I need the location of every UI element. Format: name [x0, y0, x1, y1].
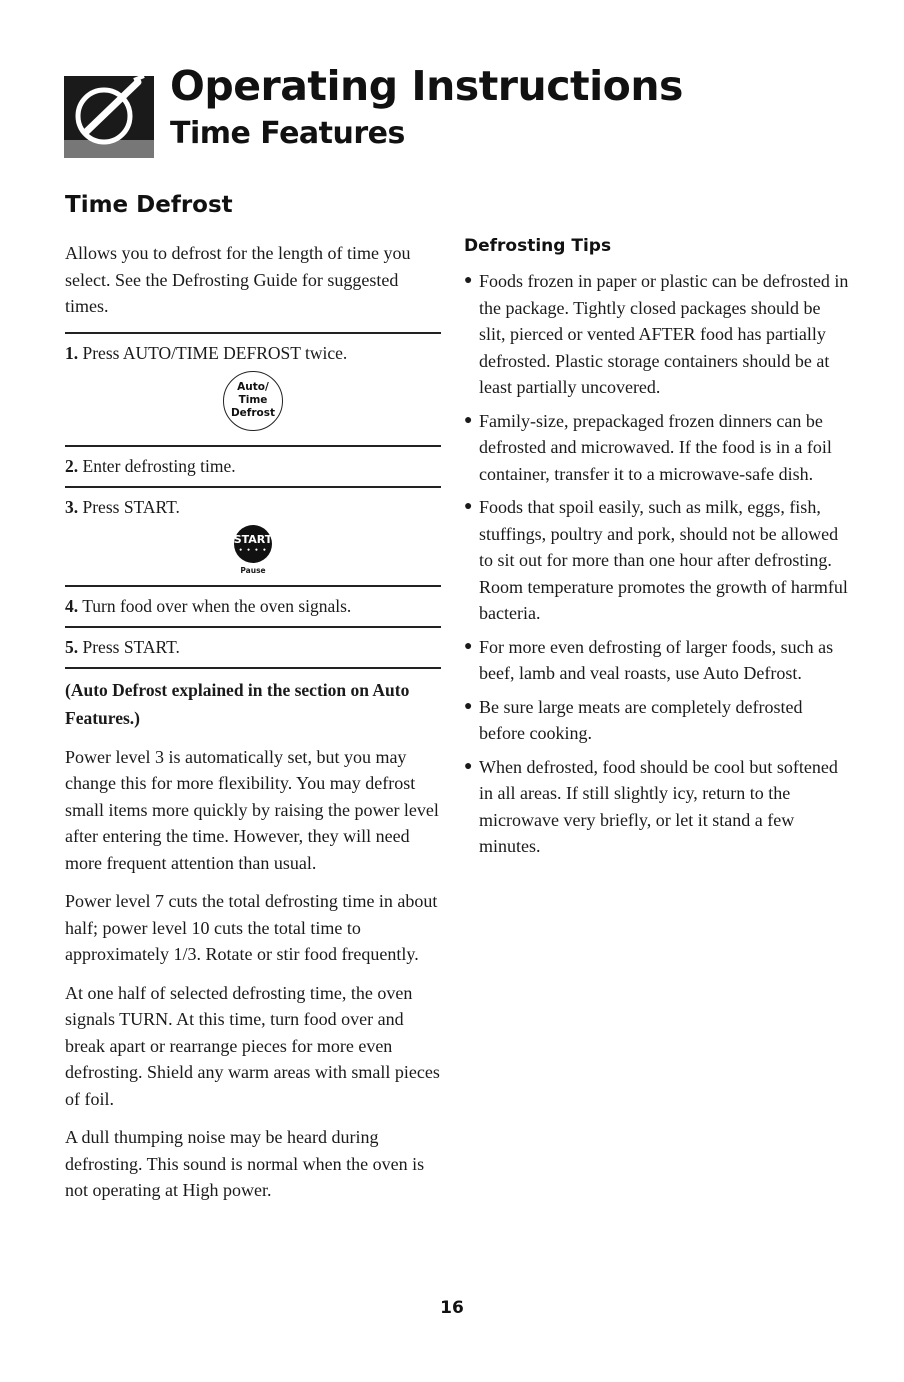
tips-title: Defrosting Tips — [464, 236, 612, 256]
auto-time-defrost-button: Auto/ Time Defrost — [223, 371, 283, 431]
step-text: Press AUTO/TIME DEFROST twice. — [82, 342, 348, 363]
list-item: ● Family-size, prepackaged frozen dinners can be defrosted and microwaved. If the food is in a foil container, transfer it to a microwave-safe dish. — [464, 408, 849, 488]
page-subtitle: Time Features — [170, 116, 405, 151]
tips-list — [464, 268, 849, 860]
step-text: Enter defrosting time. — [82, 455, 236, 476]
list-item: ● Foods that spoil easily, such as milk, eggs, fish, stuffings, poultry and pork, should not be allowed to sit out for more than one hour after defrosting. Room temperature promotes the growth of harmful bacteria. — [464, 494, 849, 627]
step-text: Turn food over when the oven signals. — [82, 595, 352, 616]
body-paragraph: At one half of selected defrosting time, the oven signals TURN. At this time, turn food over and break apart or rearrange pieces for more even defrosting. Shield any warm areas with small pieces of foil. — [65, 982, 440, 1109]
section-title: Time Defrost — [65, 192, 233, 218]
list-item: ● Be sure large meats are completely defrosted before cooking. — [464, 694, 849, 747]
stopwatch-hand-icon — [64, 76, 154, 158]
bullet-icon: ● — [464, 758, 473, 774]
page-title: Operating Instructions — [170, 62, 683, 110]
step-4 — [65, 585, 441, 618]
step-text: Press START. — [82, 636, 180, 657]
start-button-illustration — [65, 525, 441, 575]
bullet-icon: ● — [464, 638, 473, 654]
step-1 — [65, 332, 441, 365]
bullet-icon: ● — [464, 273, 473, 288]
intro-paragraph: Allows you to defrost for the length of time you select. See the Defrosting Guide for suggested times. — [65, 243, 411, 316]
body-paragraph: A dull thumping noise may be heard during defrosting. This sound is normal when the oven is not operating at High power. — [65, 1127, 425, 1200]
start-button-dots: • • • • — [238, 547, 268, 554]
step-number: 5. — [65, 636, 79, 657]
bullet-icon: ● — [464, 412, 473, 428]
step-text: Press START. — [82, 496, 180, 517]
start-button-label: START — [233, 533, 273, 546]
list-item: ● Foods frozen in paper or plastic can be defrosted in the package. Tightly closed packages should be slit, pierced or vented AFTER food has partially defrosted. Plastic storage containers should be at least partially uncovered. — [464, 268, 849, 401]
auto-time-defrost-button-illustration — [65, 371, 441, 431]
step-2 — [65, 445, 441, 478]
step-number: 4. — [65, 595, 79, 616]
left-column — [65, 240, 441, 1216]
step-number: 1. — [65, 342, 79, 363]
step-number: 3. — [65, 496, 79, 517]
right-column — [464, 236, 849, 867]
body-paragraph: Power level 7 cuts the total defrosting time in about half; power level 10 cuts the total time to approximately 1/3. Rotate or stir food frequently. — [65, 891, 438, 964]
step-5 — [65, 626, 441, 659]
list-item: ● For more even defrosting of larger foods, such as beef, lamb and veal roasts, use Auto Defrost. — [464, 634, 849, 687]
pause-label: Pause — [240, 565, 266, 575]
bullet-icon: ● — [464, 698, 473, 714]
step-number: 2. — [65, 455, 79, 476]
step-3 — [65, 486, 441, 519]
bullet-icon: ● — [464, 499, 473, 514]
body-paragraph: Power level 3 is automatically set, but you may change this for more flexibility. You may defrost small items more quickly by raising the power level after entering the time. However, they will need more frequent attention than usual. — [65, 746, 439, 873]
start-button — [234, 525, 272, 563]
auto-defrost-note: (Auto Defrost explained in the section on Auto Features.) — [65, 667, 441, 732]
list-item: ● When defrosted, food should be cool but softened in all areas. If still slightly icy, return to the microwave very briefly, or let it stand a few minutes. — [464, 754, 849, 860]
page-number: 16 — [440, 1298, 464, 1318]
